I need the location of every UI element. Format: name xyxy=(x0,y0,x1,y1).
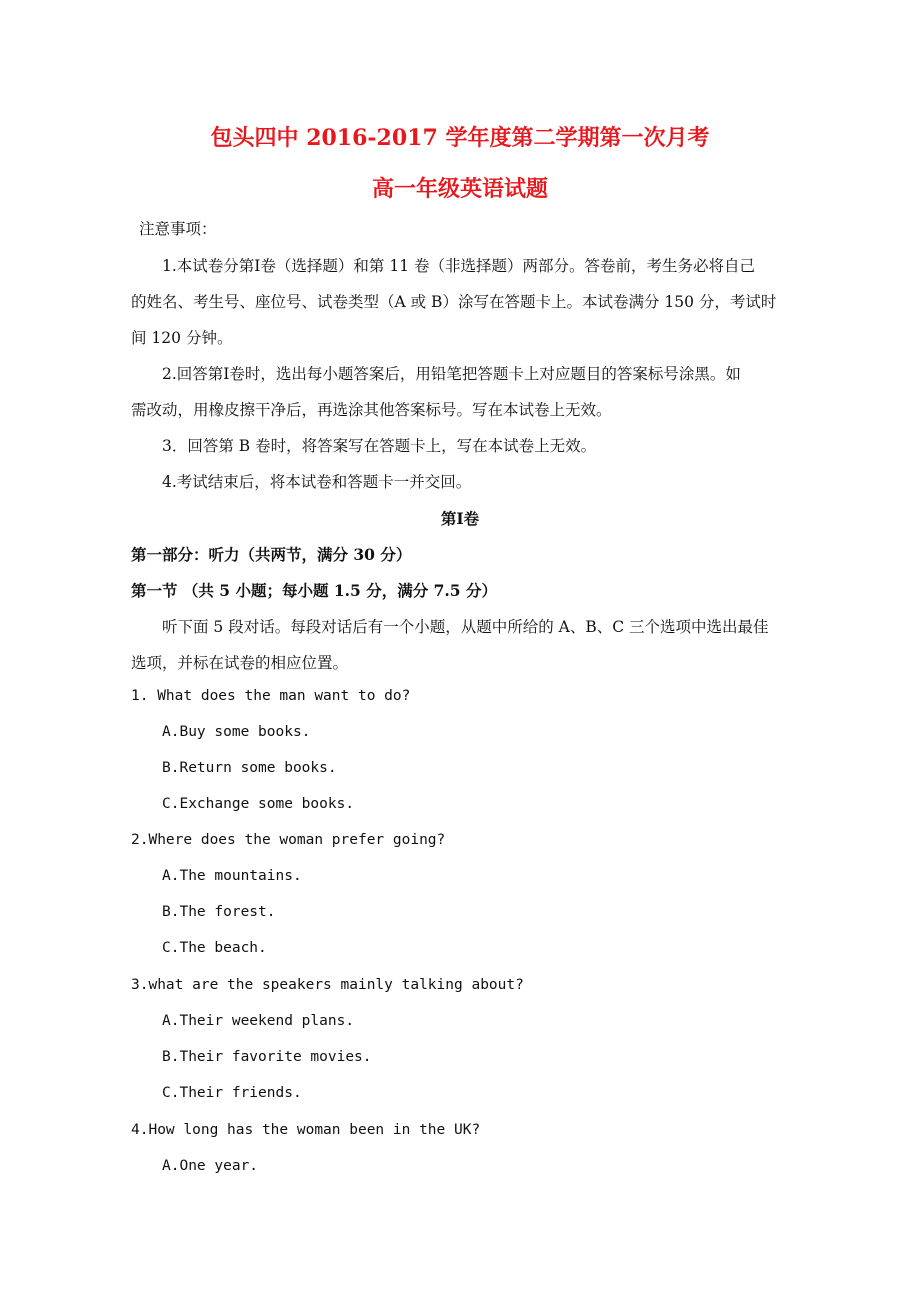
question-2-option-b: B.The forest. xyxy=(162,904,276,920)
exam-subtitle: 高一年级英语试题 xyxy=(371,176,548,202)
question-4: 4.How long has the woman been in the UK? xyxy=(131,1122,481,1138)
question-2-option-c: C.The beach. xyxy=(162,940,267,956)
question-2-option-a: A.The mountains. xyxy=(162,868,302,884)
question-1-option-a: A.Buy some books. xyxy=(162,724,311,740)
exam-title: 包头四中 2016-2017 学年度第二学期第一次月考 xyxy=(210,125,710,151)
instructions-line-1: 听下面 5 段对话。每段对话后有一个小题，从题中所给的 A、B、C 三个选项中选出最佳 xyxy=(162,618,769,636)
volume-heading: 第Ⅰ卷 xyxy=(440,509,480,528)
question-3: 3.what are the speakers mainly talking about? xyxy=(131,977,524,993)
question-4-option-a: A.One year. xyxy=(162,1158,259,1174)
note-3: 3．回答第 B 卷时，将答案写在答题卡上，写在本试卷上无效。 xyxy=(162,437,597,455)
note-2-line-1: 2.回答第Ⅰ卷时，选出每小题答案后，用铅笔把答题卡上对应题目的答案标号涂黑。如 xyxy=(162,365,741,383)
note-4: 4.考试结束后，将本试卷和答题卡一并交回。 xyxy=(162,473,472,491)
question-3-option-a: A.Their weekend plans. xyxy=(162,1013,355,1029)
question-3-option-c: C.Their friends. xyxy=(162,1085,302,1101)
note-1-line-1: 1.本试卷分第Ⅰ卷（选择题）和第 11 卷（非选择题）两部分。答卷前，考生务必将自己 xyxy=(162,257,755,275)
section-1-heading: 第一节 （共 5 小题；每小题 1.5 分，满分 7.5 分） xyxy=(131,581,497,600)
note-2-line-2: 需改动，用橡皮擦干净后，再选涂其他答案标号。写在本试卷上无效。 xyxy=(131,401,612,419)
note-1-line-2: 的姓名、考生号、座位号、试卷类型（A 或 B）涂写在答题卡上。本试卷满分 150 分，考试时 xyxy=(131,293,777,311)
note-1-line-3: 间 120 分钟。 xyxy=(131,329,233,347)
notes-heading: 注意事项： xyxy=(139,220,217,238)
part-1-heading: 第一部分：听力（共两节，满分 30 分） xyxy=(131,545,412,564)
question-1: 1. What does the man want to do? xyxy=(131,688,411,704)
instructions-line-2: 选项，并标在试卷的相应位置。 xyxy=(131,654,349,672)
question-3-option-b: B.Their favorite movies. xyxy=(162,1049,372,1065)
question-1-option-c: C.Exchange some books. xyxy=(162,796,355,812)
question-2: 2.Where does the woman prefer going? xyxy=(131,832,446,848)
question-1-option-b: B.Return some books. xyxy=(162,760,337,776)
